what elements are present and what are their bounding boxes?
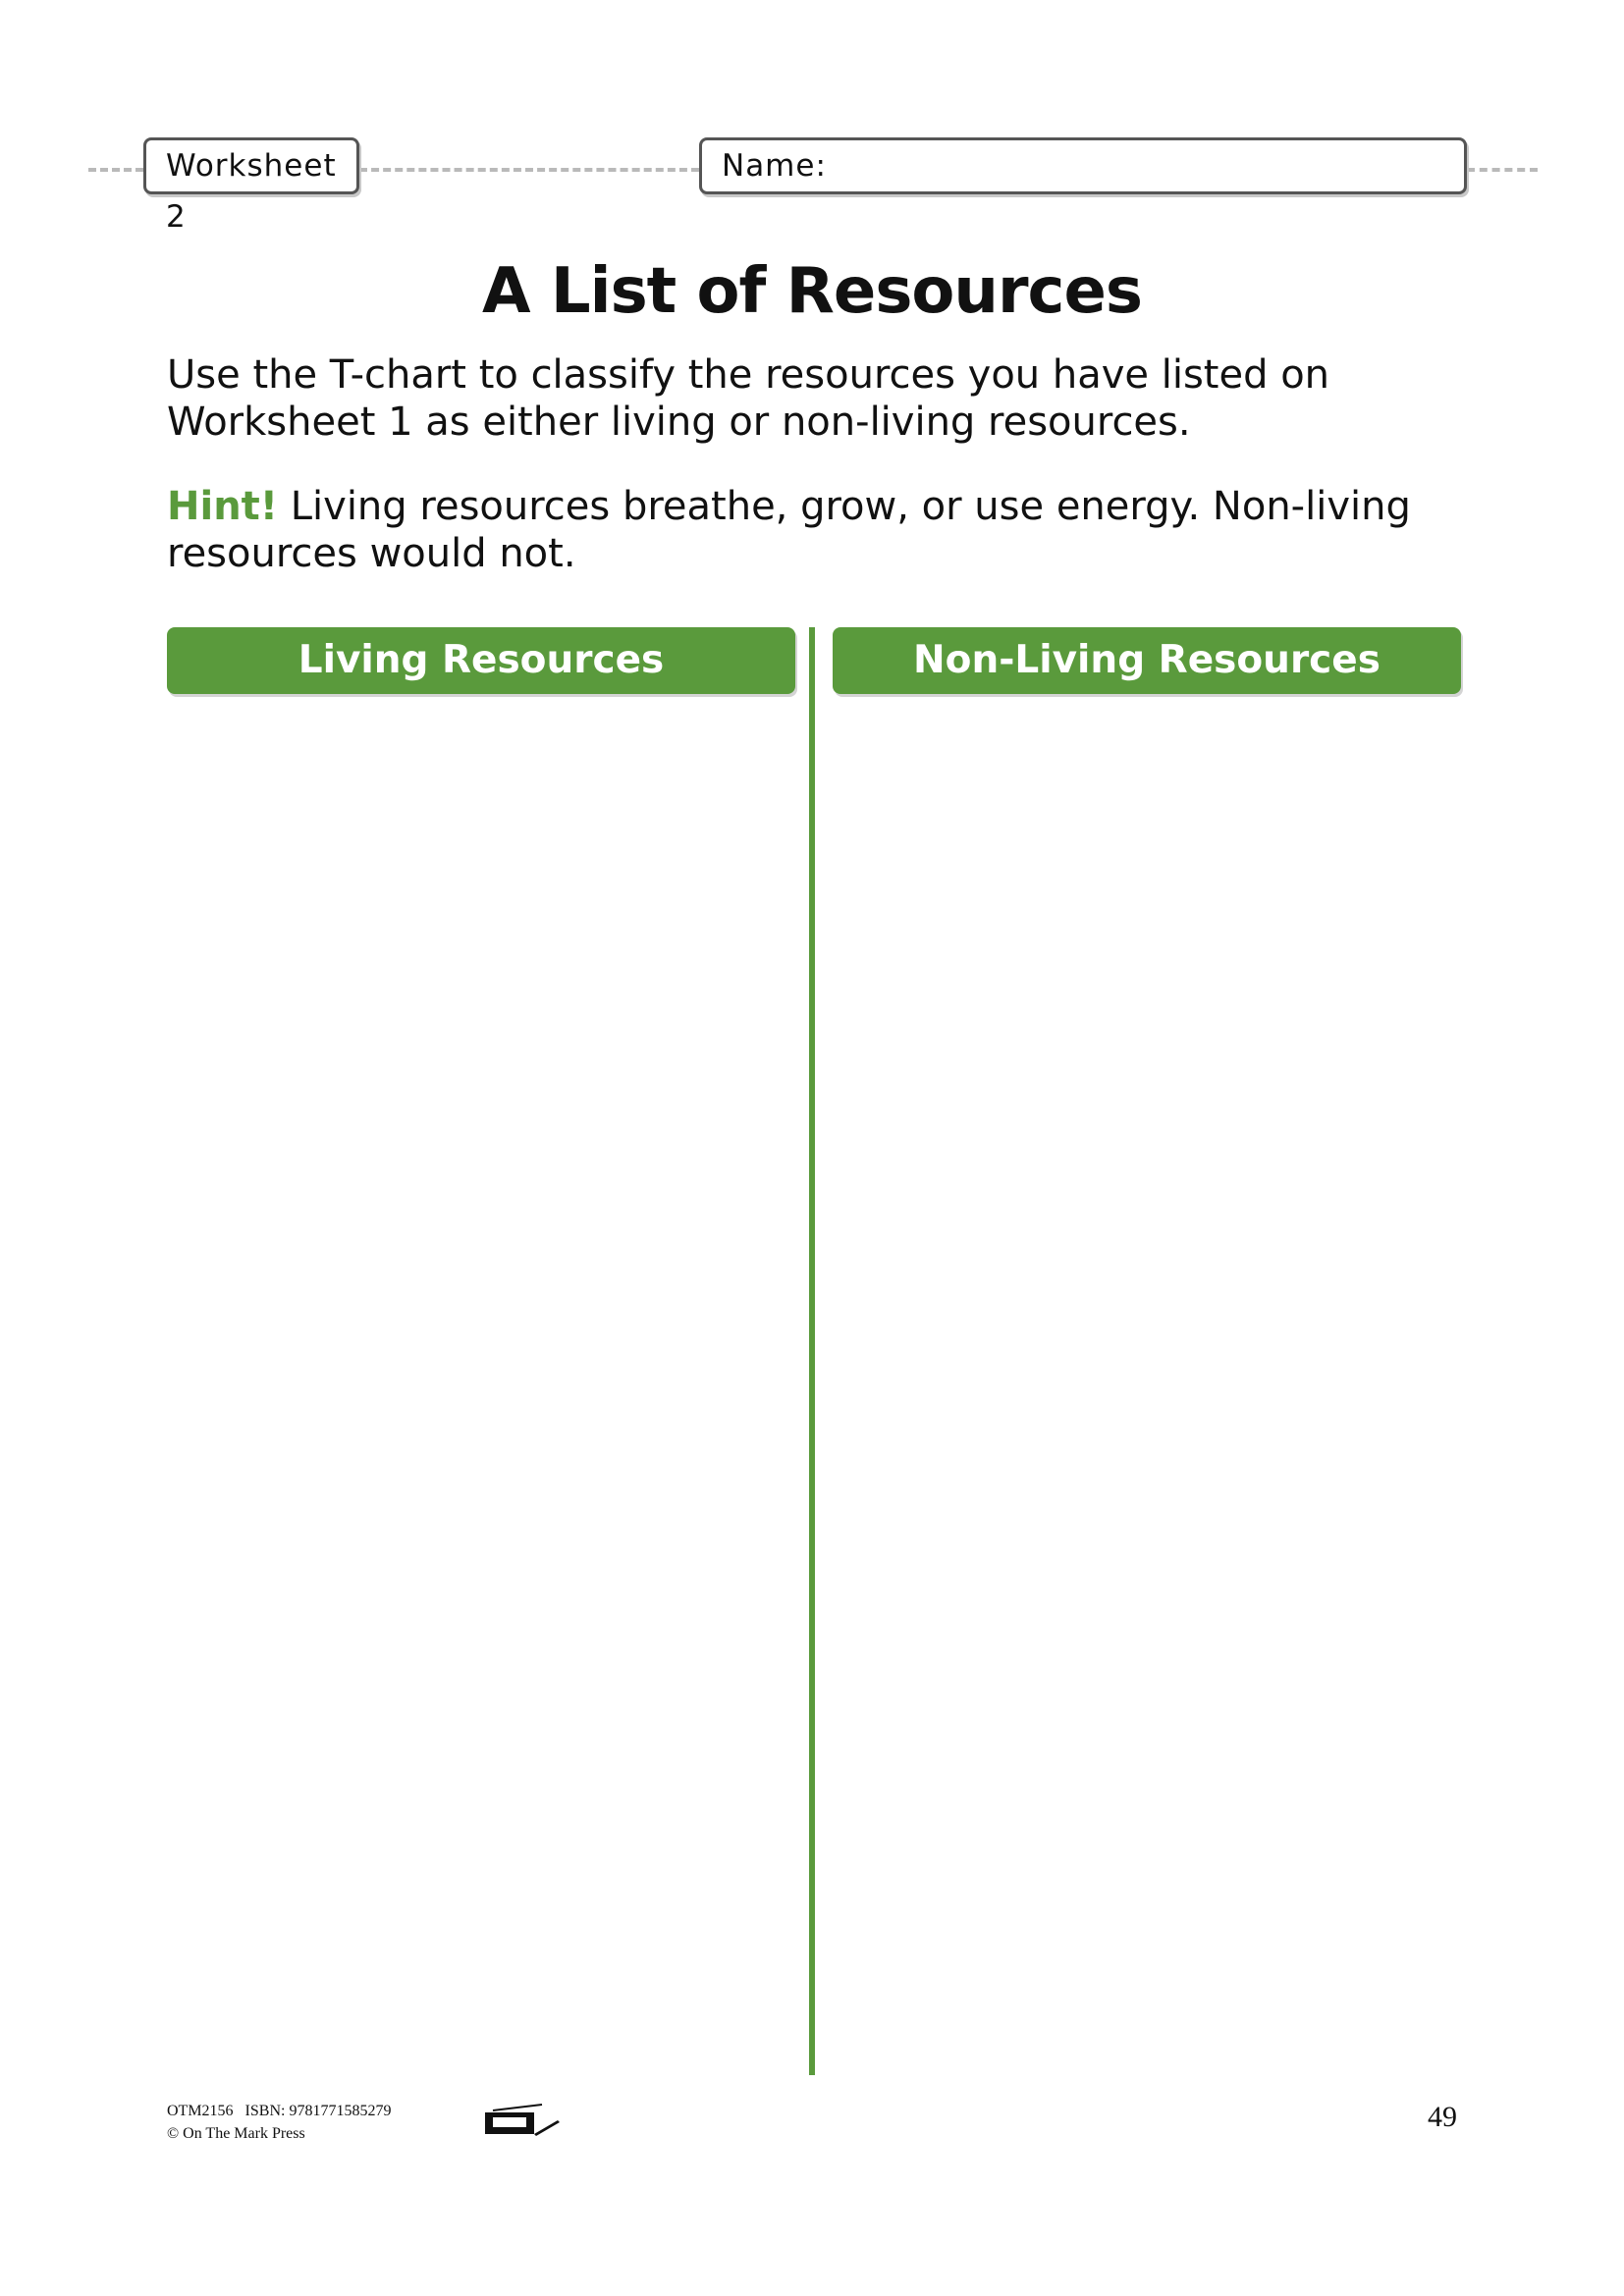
non-living-resources-writing-area[interactable] (833, 697, 1461, 2071)
dashed-line-middle (359, 168, 699, 172)
footer-code-isbn: OTM2156 ISBN: 9781771585279 (167, 2103, 392, 2119)
hint-paragraph (167, 483, 1483, 577)
name-field-label: Name: (722, 148, 827, 184)
hint-label: Hint! (167, 484, 279, 529)
tchart-divider (809, 627, 815, 2075)
page-number: 49 (1428, 2101, 1457, 2133)
worksheet-label-box (143, 137, 359, 235)
worksheet-label: Worksheet 2 (166, 148, 337, 235)
dashed-line-left (88, 168, 143, 172)
non-living-resources-header: Non-Living Resources (833, 627, 1461, 694)
dashed-line-right (1467, 168, 1538, 172)
footer-copyright: © On The Mark Press (167, 2125, 305, 2142)
publisher-logo-icon (483, 2103, 560, 2138)
instructions-text: Use the T-chart to classify the resources you have listed on Worksheet 1 as either living or non-living resources. (167, 352, 1330, 445)
living-resources-writing-area[interactable] (167, 697, 795, 2071)
living-resources-header: Living Resources (167, 627, 795, 694)
page-title: A List of Resources (482, 255, 1142, 328)
name-field[interactable] (699, 137, 1467, 194)
hint-text: Living resources breathe, grow, or use energy. Non-living resources would not. (167, 484, 1411, 576)
